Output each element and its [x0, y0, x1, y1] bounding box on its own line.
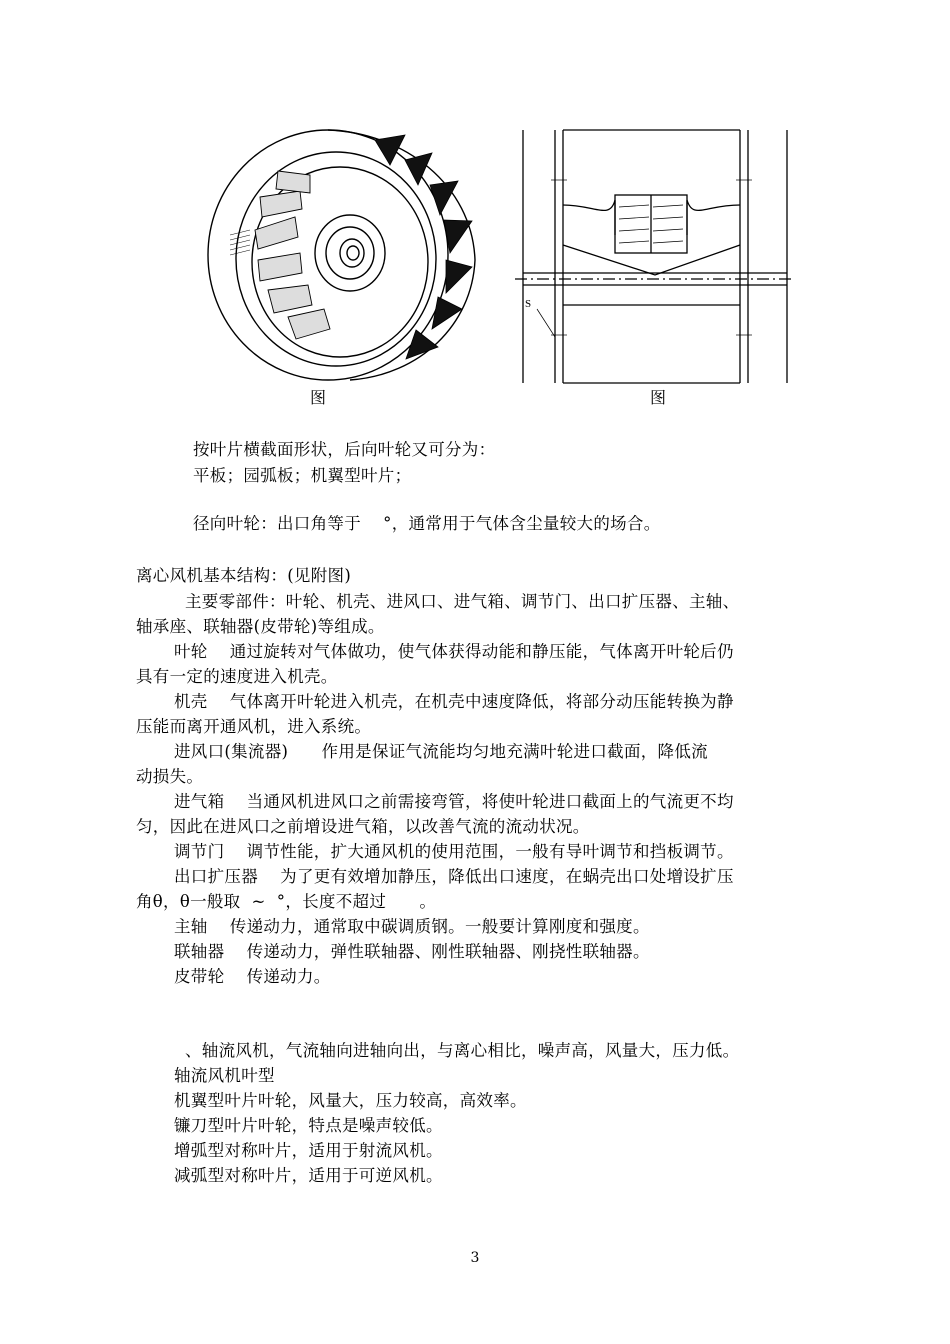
- text-line: 动损失。: [136, 767, 204, 786]
- text-line: 机壳 气体离开叶轮进入机壳，在机壳中速度降低，将部分动压能转换为静: [174, 692, 734, 711]
- text-line: 轴流风机叶型: [174, 1066, 275, 1085]
- text-line: 平板；园弧板；机翼型叶片；: [193, 466, 412, 485]
- text-line: 按叶片横截面形状，后向叶轮又可分为：: [193, 440, 496, 459]
- text-line: 减弧型对称叶片，适用于可逆风机。: [174, 1166, 443, 1185]
- text-line: 离心风机基本结构：(见附图): [136, 566, 352, 585]
- text-line: 进气箱 当通风机进风口之前需接弯管，将使叶轮进口截面上的气流更不均: [174, 792, 734, 811]
- axial-fan-figure: [515, 125, 795, 387]
- figure-caption-left: 图: [310, 388, 327, 407]
- text-line: 出口扩压器 为了更有效增加静压，降低出口速度，在蜗壳出口处增设扩压: [174, 867, 734, 886]
- text-line: 调节门 调节性能，扩大通风机的使用范围，一般有导叶调节和挡板调节。: [174, 842, 734, 861]
- clearance-label: S: [525, 298, 532, 310]
- text-line: 主轴 传递动力，通常取中碳调质钢。一般要计算刚度和强度。: [174, 917, 650, 936]
- figure-caption-right: 图: [650, 388, 667, 407]
- text-line: 联轴器 传递动力，弹性联轴器、刚性联轴器、刚挠性联轴器。: [174, 942, 650, 961]
- text-line: 角θ，θ一般取 ~ °，长度不超过 。: [136, 892, 437, 911]
- text-line: 、轴流风机，气流轴向进轴向出，与离心相比，噪声高，风量大，压力低。: [185, 1041, 740, 1060]
- text-line: 匀，因此在进风口之前增设进气箱，以改善气流的流动状况。: [136, 817, 590, 836]
- text-line: 镰刀型叶片叶轮，特点是噪声较低。: [174, 1116, 443, 1135]
- text-line: 轴承座、联轴器(皮带轮)等组成。: [136, 617, 385, 636]
- text-line: 具有一定的速度进入机壳。: [136, 667, 338, 686]
- text-line: 叶轮 通过旋转对气体做功，使气体获得动能和静压能，气体离开叶轮后仍: [174, 642, 734, 661]
- axial-fan-drawing: [515, 125, 795, 387]
- text-line: 机翼型叶片叶轮，风量大，压力较高，高效率。: [174, 1091, 527, 1110]
- text-line: 增弧型对称叶片，适用于射流风机。: [174, 1141, 443, 1160]
- text-line: 皮带轮 传递动力。: [174, 967, 331, 986]
- text-line: 径向叶轮：出口角等于 °，通常用于气体含尘量较大的场合。: [193, 514, 661, 533]
- text-line: 进风口(集流器) 作用是保证气流能均匀地充满叶轮进口截面，降低流: [174, 742, 708, 761]
- impeller-figure: [200, 125, 485, 385]
- page-number: 3: [470, 1250, 480, 1266]
- text-line: 压能而离开通风机，进入系统。: [136, 717, 372, 736]
- impeller-drawing: [200, 125, 485, 385]
- text-line: 主要零部件：叶轮、机壳、进风口、进气箱、调节门、出口扩压器、主轴、: [185, 592, 740, 611]
